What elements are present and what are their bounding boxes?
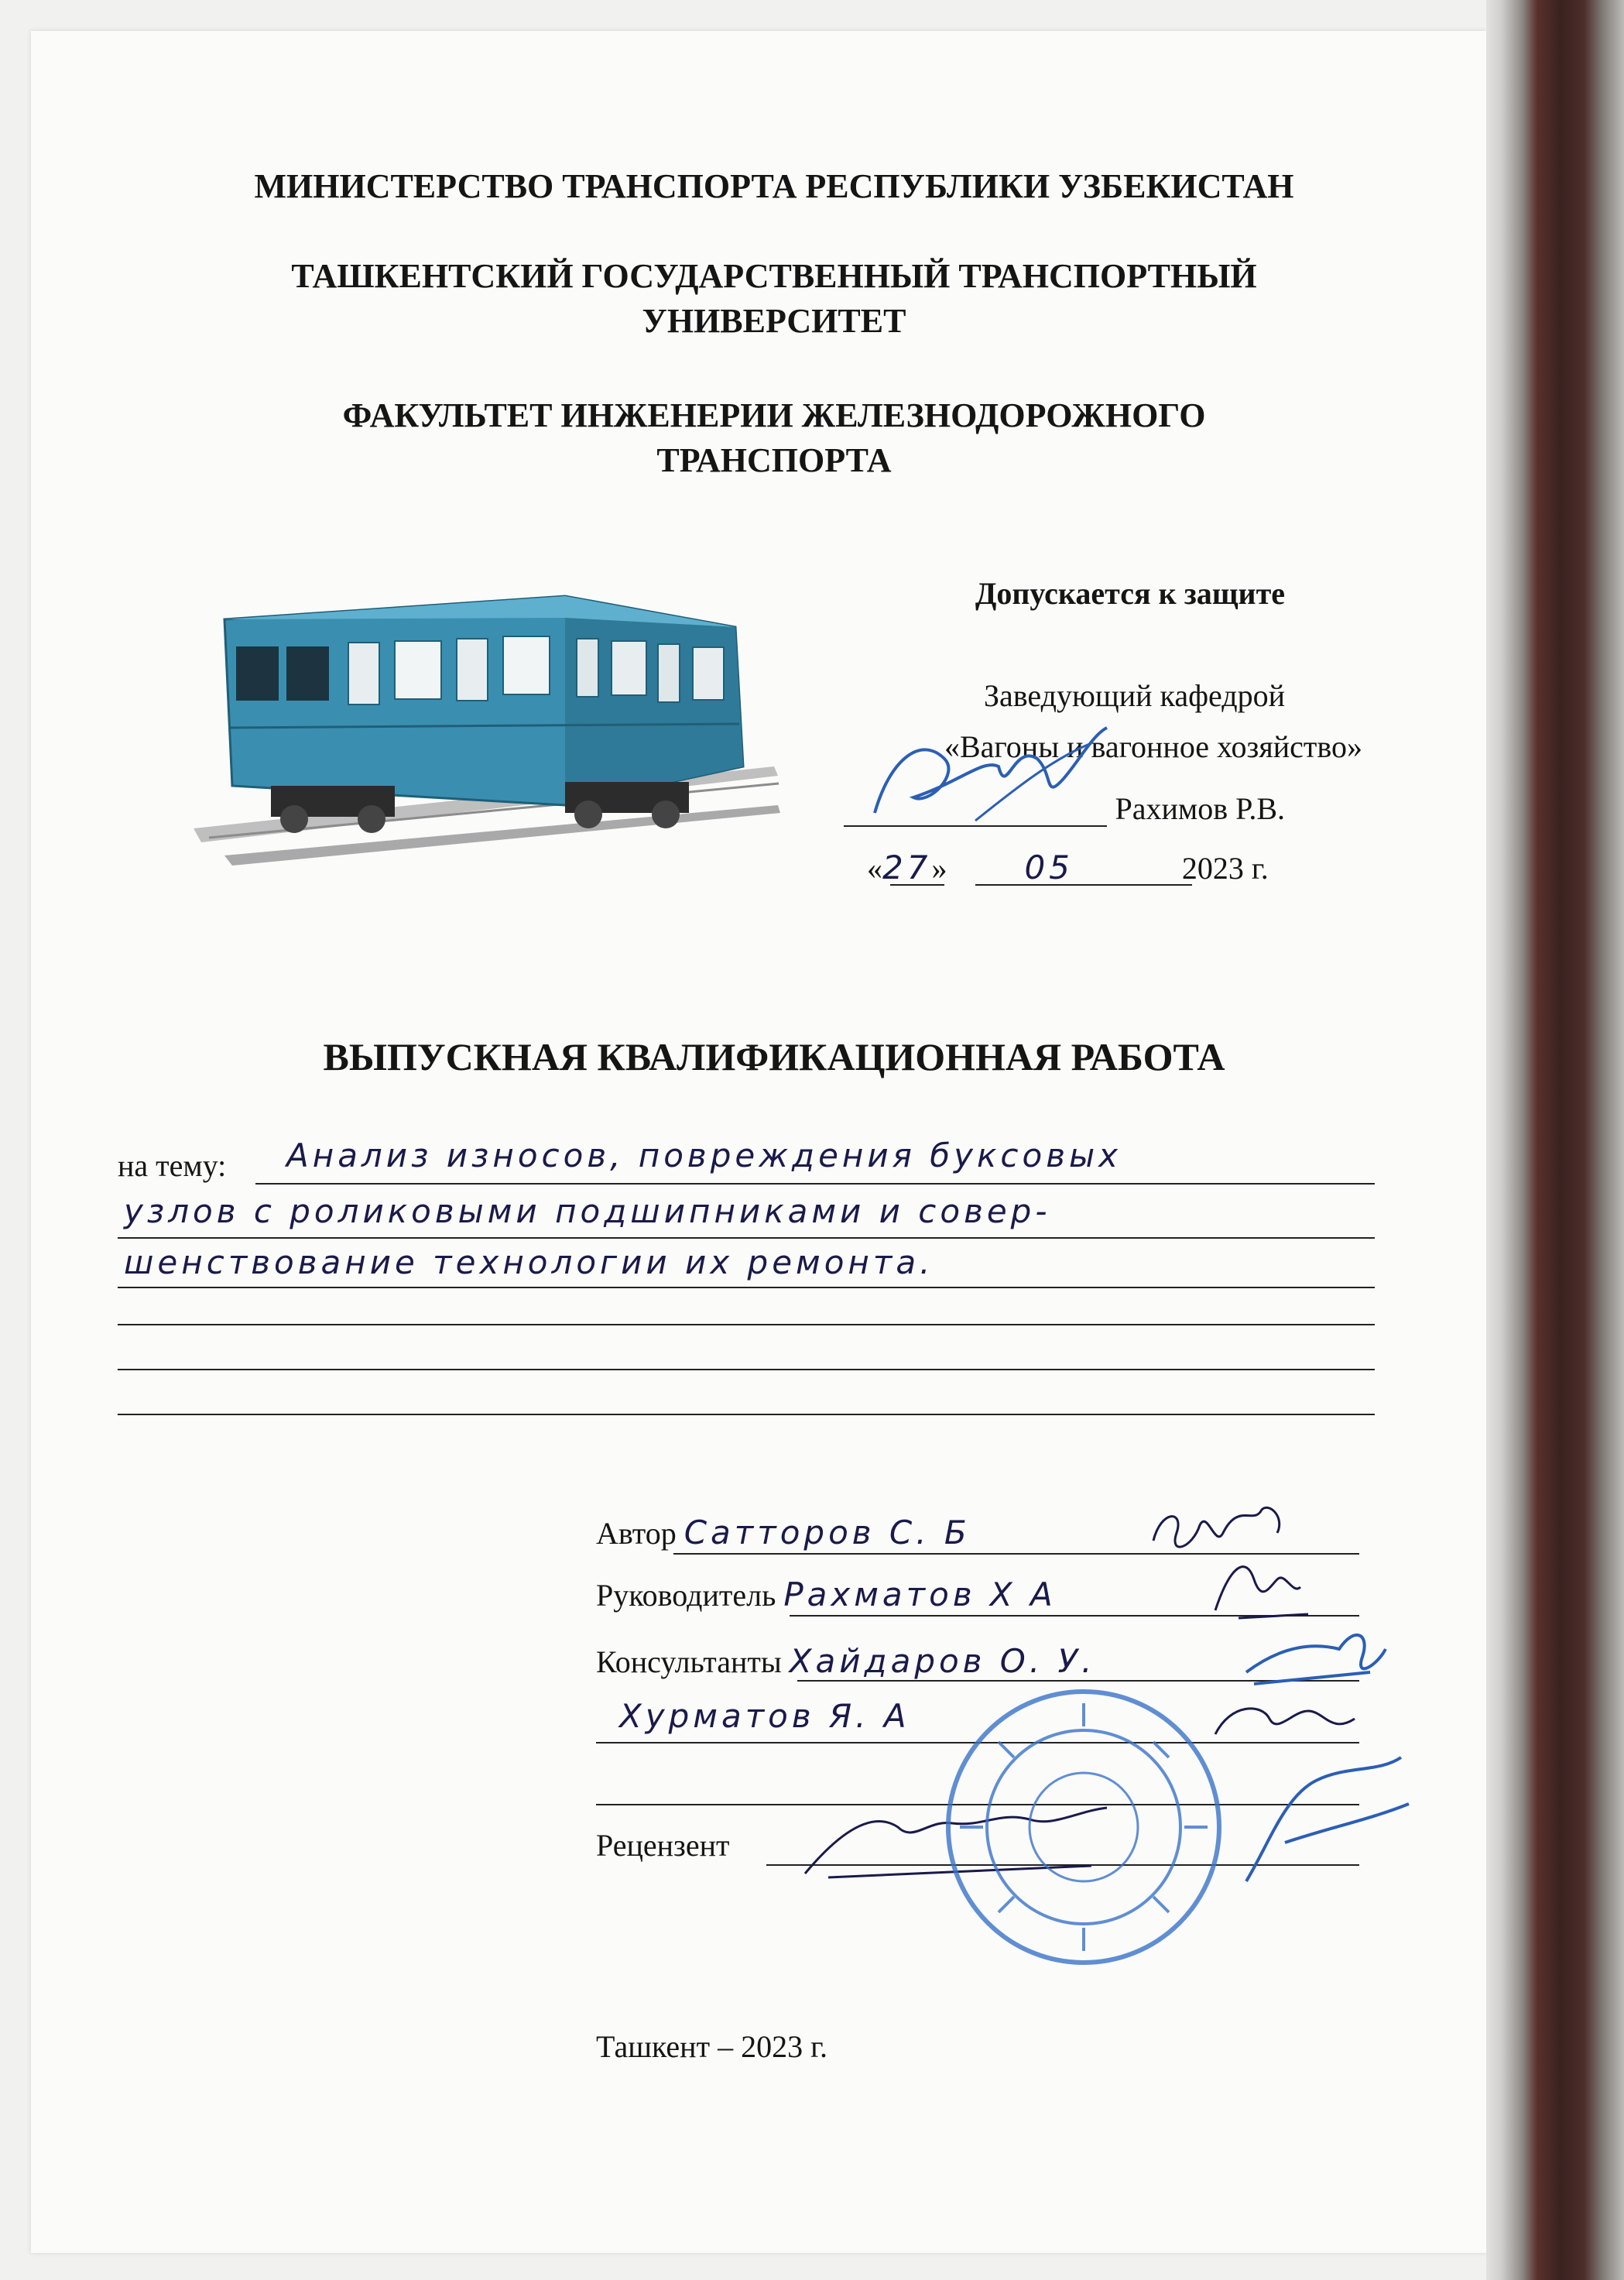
supervisor-label: Руководитель [596, 1578, 776, 1613]
date-day-line [890, 884, 944, 886]
stamp-signature-icon [1239, 1750, 1417, 1897]
date-day: 27 [882, 849, 932, 886]
stamp-icon [937, 1680, 1231, 1974]
author-row [596, 1514, 971, 1552]
admitted-label: Допускается к защите [975, 576, 1285, 611]
reviewer-label: Рецензент [596, 1828, 730, 1863]
head-name: Рахимов Р.В. [1115, 791, 1285, 826]
consultant-2-signature-icon [1208, 1688, 1362, 1757]
date-open-quote: « [867, 851, 882, 886]
theme-line-1: Анализ износов, повреждения буксовых [286, 1137, 1122, 1174]
reviewer-row [596, 1827, 729, 1864]
head-title: Заведующий кафедрой [983, 678, 1285, 713]
department-name: «Вагоны и вагонное хозяйство» [944, 729, 1362, 764]
theme-line-3: шенствование технологии их ремонта. [124, 1243, 934, 1281]
author-label: Автор [596, 1516, 677, 1551]
theme-line-2: узлов с роликовыми подшипниками и совер- [124, 1192, 1051, 1230]
supervisor-name: Рахматов Х А [783, 1575, 1057, 1613]
faculty-heading-line1: ФАКУЛЬТЕТ ИНЖЕНЕРИИ ЖЕЛЕЗНОДОРОЖНОГО [342, 396, 1206, 434]
city-year: Ташкент – 2023 г. [596, 2029, 827, 2064]
supervisor-row [596, 1576, 1057, 1614]
work-title: ВЫПУСКНАЯ КВАЛИФИКАЦИОННАЯ РАБОТА [323, 1035, 1225, 1078]
theme-rule-4 [118, 1324, 1375, 1325]
university-heading-line2: УНИВЕРСИТЕТ [642, 302, 906, 340]
date-year: 2023 г. [1181, 851, 1269, 886]
consultant-1-name: Хайдаров О. У. [789, 1642, 1096, 1680]
approval-date [867, 849, 1269, 888]
ministry-heading: МИНИСТЕРСТВО ТРАНСПОРТА РЕСПУБЛИКИ УЗБЕКИСТАН [254, 167, 1294, 205]
date-month-line [975, 884, 1192, 886]
author-name: Сатторов С. Б [684, 1514, 971, 1551]
consultants-row [596, 1643, 1095, 1681]
consultant-2-name: Хурматов Я. А [619, 1697, 910, 1735]
date-month: 05 [1024, 849, 1074, 886]
theme-rule-5 [118, 1369, 1375, 1370]
university-heading-line1: ТАШКЕНТСКИЙ ГОСУДАРСТВЕННЫЙ ТРАНСПОРТНЫЙ [291, 257, 1257, 295]
theme-rule-3 [118, 1287, 1375, 1288]
theme-rule-6 [118, 1414, 1375, 1415]
train-icon [178, 573, 782, 867]
theme-rule-2 [118, 1237, 1375, 1239]
consultant-1-signature-icon [1239, 1618, 1393, 1695]
theme-label: на тему: [118, 1148, 227, 1183]
head-signature-icon [859, 712, 1122, 836]
consultants-label: Консультанты [596, 1644, 782, 1679]
faculty-heading-line2: ТРАНСПОРТА [656, 441, 892, 479]
theme-rule-1 [255, 1183, 1375, 1185]
date-close-quote: » [931, 851, 947, 886]
